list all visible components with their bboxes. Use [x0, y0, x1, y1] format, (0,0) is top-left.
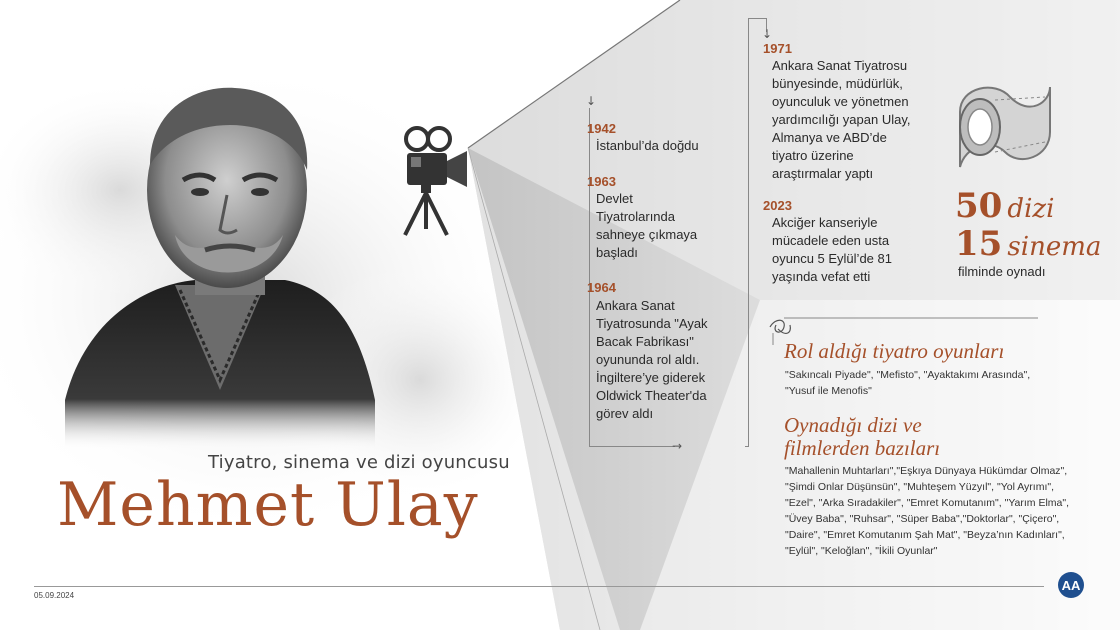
timeline-text: Ankara Sanat Tiyatrosu bünyesinde, müdürlük, oyunculuk ve yönetmen yardımcılığı yapan Ulay, Almanya ve ABD’de tiyatro üzerine araştırmalar yaptı [772, 58, 911, 181]
films-body: "Mahallenin Muhtarları","Eşkıya Dünyaya Hükümdar Olmaz", "Şimdi Onlar Düşünsün", "Muhteşem Yüzyıl", "Yol Ayrımı", "Ezel", "Arka Sıradakiler", "Emret Komutanım", "Yarım Elma", "Üvey Baba", "Ruhsar", "Süper Baba","Doktorlar", "Çiçero", "Daire", "Emret Komutanım Şah Mat", "Beyza’nın Kadınları", "Eylül", "Keloğlan", "İkili Oyunlar" [785, 465, 1070, 557]
stat-caption: filminde oynadı [958, 264, 1046, 279]
timeline-text: Devlet Tiyatrolarında sahneye çıkmaya başladı [596, 191, 698, 260]
profile-subtitle: Tiyatro, sinema ve dizi oyuncusu [208, 452, 510, 473]
portrait-photo [55, 70, 385, 450]
stat-series [955, 186, 1054, 226]
theatre-body: "Sakıncalı Piyade", "Mefisto", "Ayaktakımı Arasında", "Yusuf ile Menofis" [785, 369, 1031, 397]
timeline-line-join [745, 446, 749, 447]
theatre-title: Rol aldığı tiyatro oyunları [784, 339, 1005, 363]
film-reel-icon [950, 72, 1060, 182]
footer-date: 05.09.2024 [34, 591, 75, 600]
films-title-line2: filmlerden bazıları [784, 436, 941, 460]
timeline-year: 1963 [587, 174, 616, 189]
timeline-text: İstanbul’da doğdu [596, 138, 699, 153]
arrow-down-icon: ↓ [762, 27, 773, 41]
timeline-line-right [748, 18, 749, 446]
timeline-year: 1942 [587, 121, 616, 136]
stat-films-word: sinema [1007, 232, 1102, 262]
films-title-line1: Oynadığı dizi ve [784, 413, 922, 437]
timeline-text: Ankara Sanat Tiyatrosunda "Ayak Bacak Fabrikası" oyununda rol aldı. İngiltere’ye giderek Oldwick Theater'da görev aldı [596, 298, 708, 421]
profile-name: Mehmet Ulay [57, 470, 479, 540]
footer-divider [34, 586, 1044, 587]
timeline-text: Akciğer kanseriyle mücadele eden usta oyuncu 5 Eylül’de 81 yaşında vefat etti [772, 215, 892, 284]
logo-text: AA [1061, 578, 1081, 593]
timeline-year: 2023 [763, 198, 792, 213]
logo-icon [1057, 571, 1085, 599]
arrow-down-icon: ↓ [586, 94, 597, 108]
film-camera-icon [395, 125, 475, 240]
stat-films-count: 15 [955, 224, 1003, 264]
timeline-line-top [748, 18, 766, 19]
arrow-right-icon: → [672, 439, 683, 453]
timeline-year: 1964 [587, 280, 616, 295]
stat-films [955, 224, 1101, 264]
timeline-year: 1971 [763, 41, 792, 56]
timeline-line-bottom [589, 446, 675, 447]
stat-series-count: 50 [955, 186, 1003, 226]
stat-series-word: dizi [1007, 194, 1055, 224]
timeline-line-left [589, 108, 590, 446]
